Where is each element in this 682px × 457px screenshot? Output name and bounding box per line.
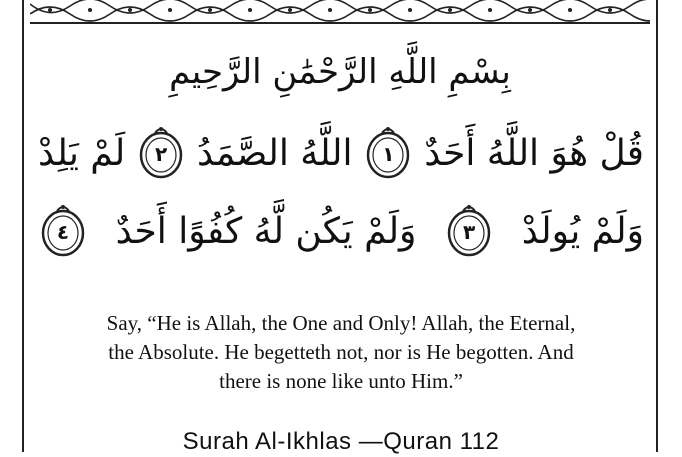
- ornament-pattern: [30, 0, 650, 22]
- english-translation: [40, 309, 642, 396]
- verse-1-text: قُلْ هُوَ اللَّهُ أَحَدٌ: [424, 132, 644, 174]
- verse-2-text: اللَّهُ الصَّمَدُ: [196, 132, 353, 174]
- verse-3-text-start: لَمْ يَلِدْ: [38, 132, 126, 174]
- ayah-marker-icon: [38, 202, 88, 260]
- ayah-number: ٢: [154, 142, 168, 166]
- verse-3-text-end: وَلَمْ يُولَدْ: [521, 210, 644, 252]
- ayah-marker-icon: [444, 202, 494, 260]
- ayah-marker-icon: [136, 124, 186, 182]
- translation-line-1: Say, “He is Allah, the One and Only! Allah, the Eternal,: [106, 311, 576, 335]
- verse-line-1: [38, 118, 644, 188]
- ayah-number: ٣: [462, 220, 476, 244]
- ayah-marker-icon: [363, 124, 413, 182]
- basmala: بِسْمِ اللَّهِ الرَّحْمَٰنِ الرَّحِيمِ: [169, 52, 511, 92]
- surah-citation: Surah Al-Ikhlas —Quran 112: [182, 428, 500, 455]
- ornamental-border: [30, 0, 650, 24]
- ayah-number: ٤: [56, 220, 70, 244]
- translation-line-3: there is none like unto Him.”: [219, 369, 463, 393]
- verse-4-text: وَلَمْ يَكُن لَّهُ كُفُوًا أَحَدٌ: [115, 210, 417, 252]
- ayah-number: ١: [382, 142, 395, 166]
- translation-line-2: the Absolute. He begetteth not, nor is He begotten. And: [108, 340, 574, 364]
- verse-line-2: [38, 196, 644, 266]
